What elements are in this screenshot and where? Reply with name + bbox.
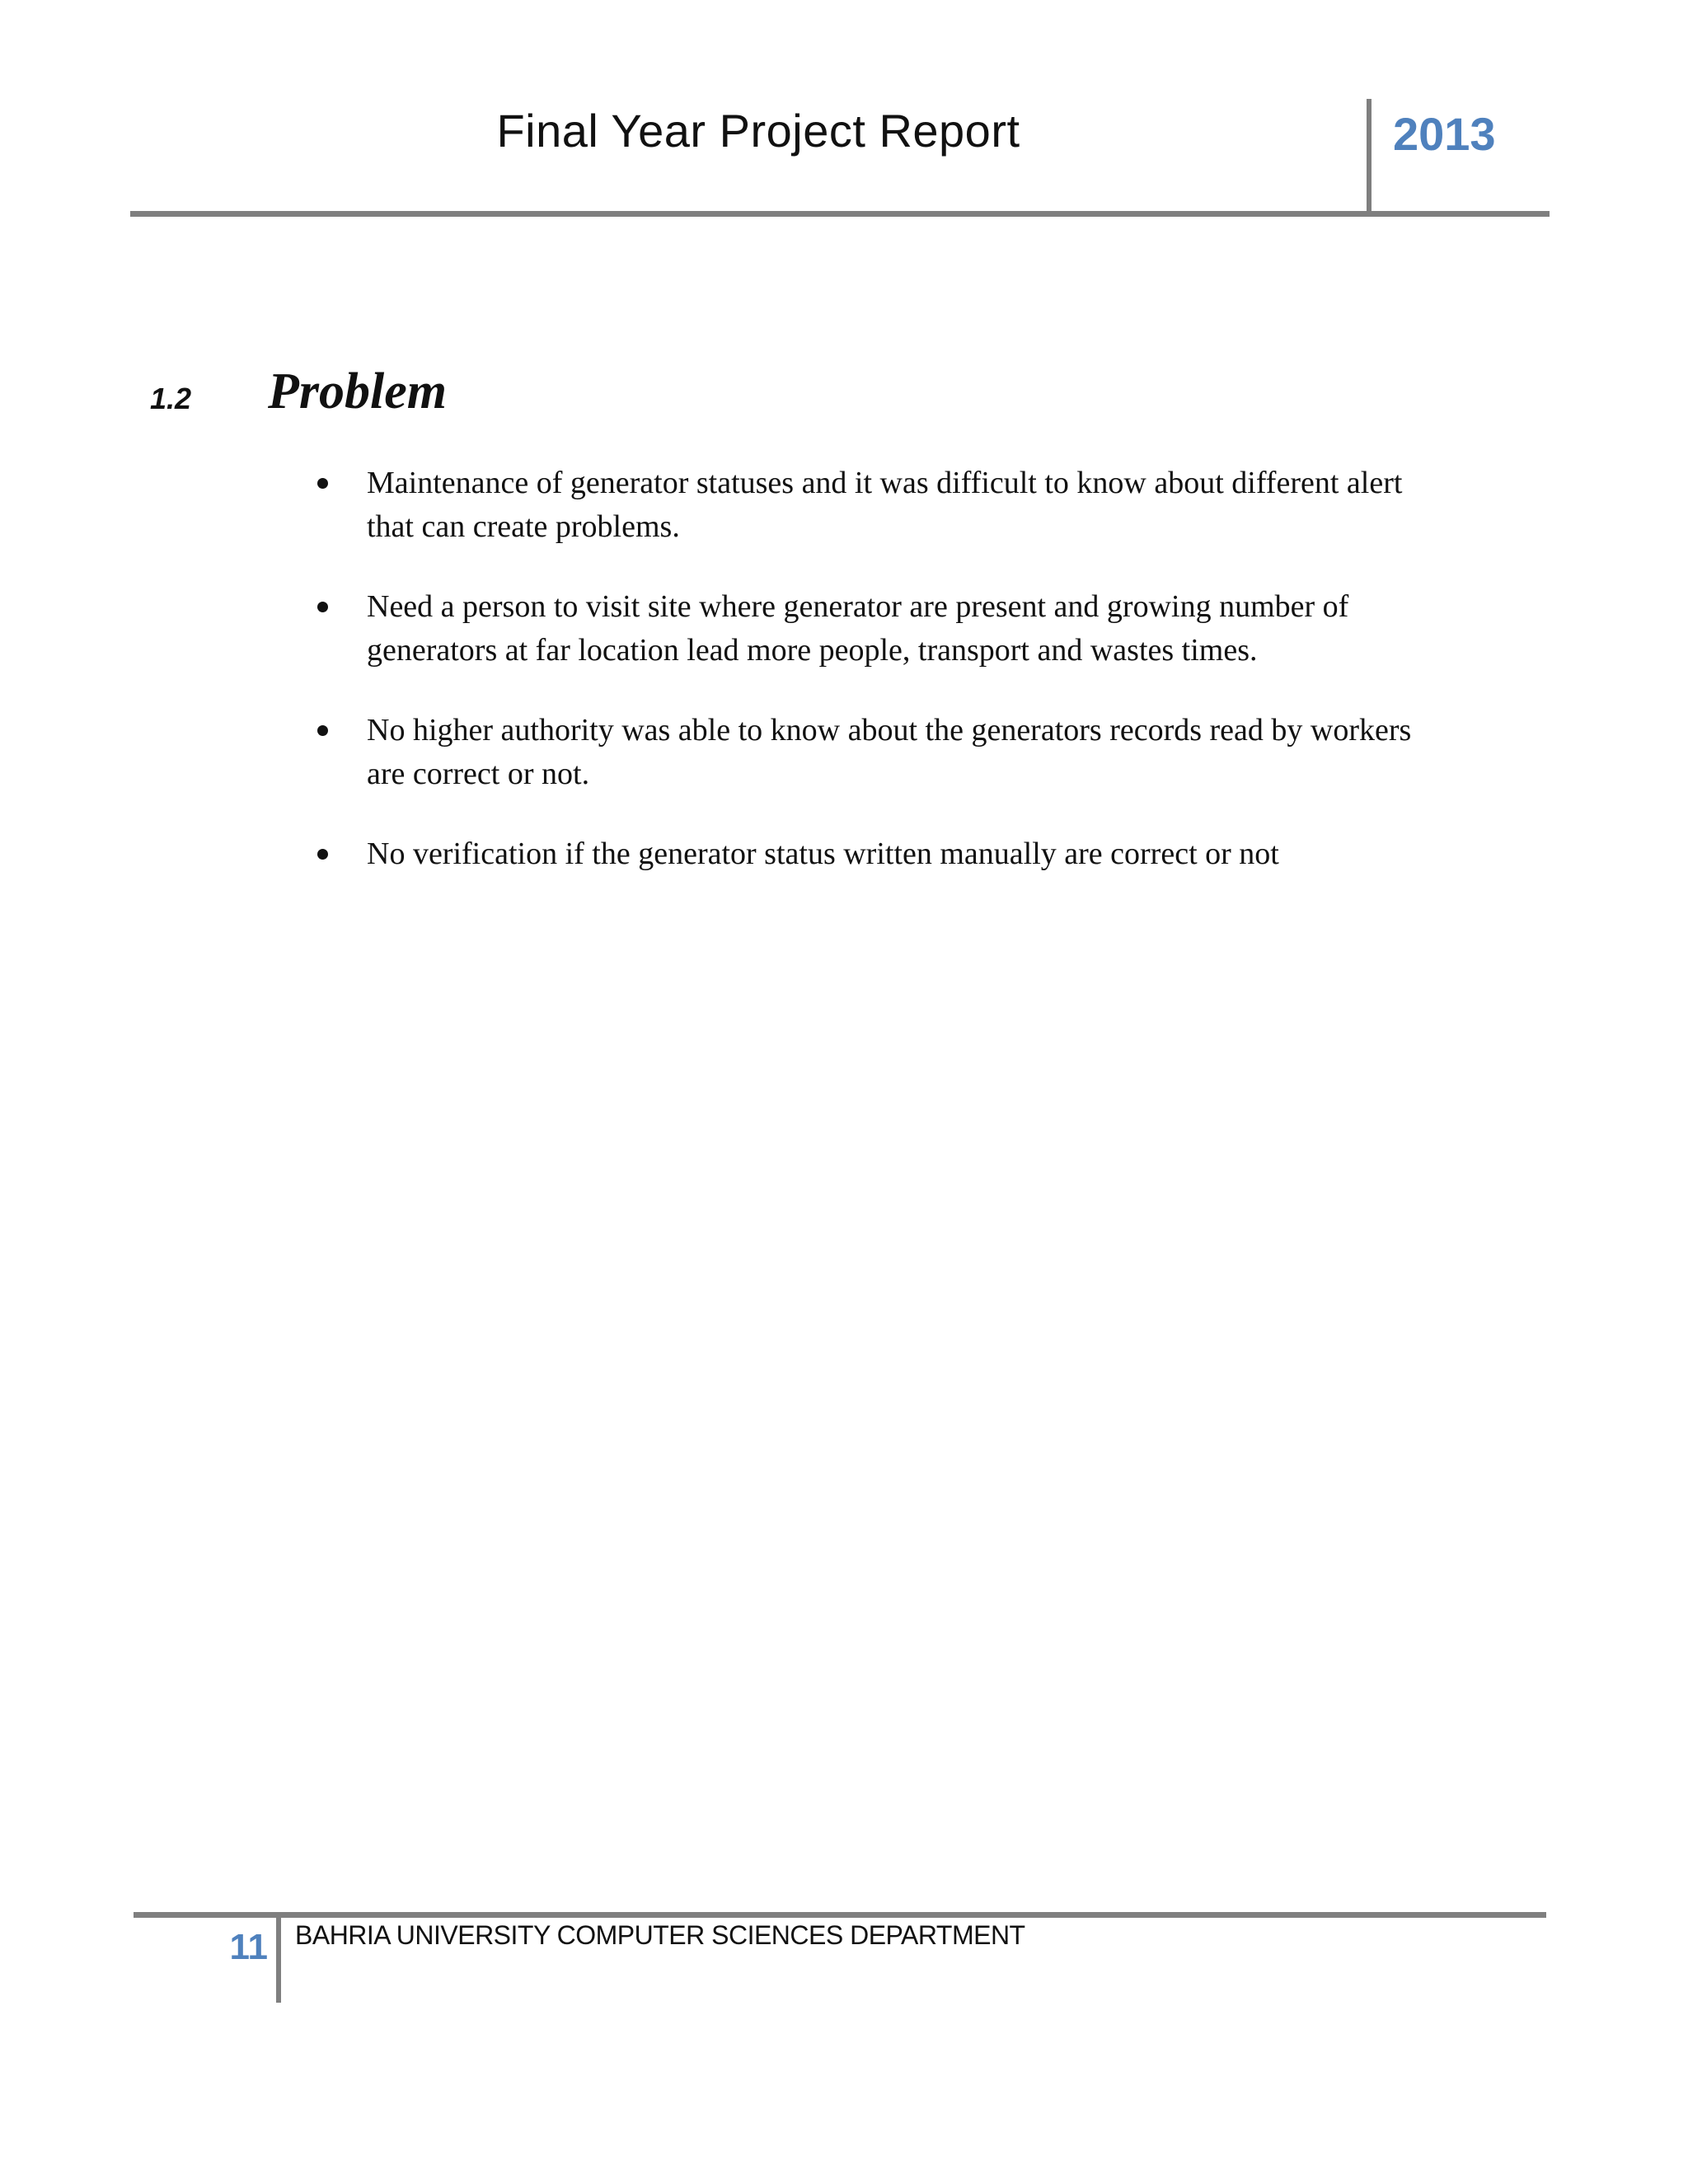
bullet-icon xyxy=(317,478,328,489)
problem-list xyxy=(317,462,1422,912)
list-item-text: Need a person to visit site where generator are present and growing number of generators at far location lead more people, transport and wastes times. xyxy=(367,589,1349,668)
list-item-text: No higher authority was able to know about the generators records read by workers are correct or not. xyxy=(367,713,1412,791)
list-item xyxy=(317,832,1422,876)
bullet-icon xyxy=(317,725,328,736)
list-item-text: No verification if the generator status written manually are correct or not xyxy=(367,837,1279,871)
footer-vertical-divider xyxy=(276,1912,281,2003)
report-year: 2013 xyxy=(1393,108,1496,160)
section-number: 1.2 xyxy=(150,382,192,415)
list-item xyxy=(317,709,1422,796)
header-rule xyxy=(130,211,1550,217)
bullet-icon xyxy=(317,602,328,612)
list-item xyxy=(317,585,1422,673)
section-title: Problem xyxy=(268,363,447,419)
footer-rule xyxy=(134,1912,1546,1918)
footer-department: BAHRIA UNIVERSITY COMPUTER SCIENCES DEPARTMENT xyxy=(295,1920,1025,1950)
list-item-text: Maintenance of generator statuses and it was difficult to know about different alert that can create problems. xyxy=(367,466,1403,544)
page-number: 11 xyxy=(229,1927,268,1967)
list-item xyxy=(317,462,1422,549)
bullet-icon xyxy=(317,849,328,860)
header-vertical-divider xyxy=(1367,99,1372,216)
report-title: Final Year Project Report xyxy=(496,105,1020,157)
